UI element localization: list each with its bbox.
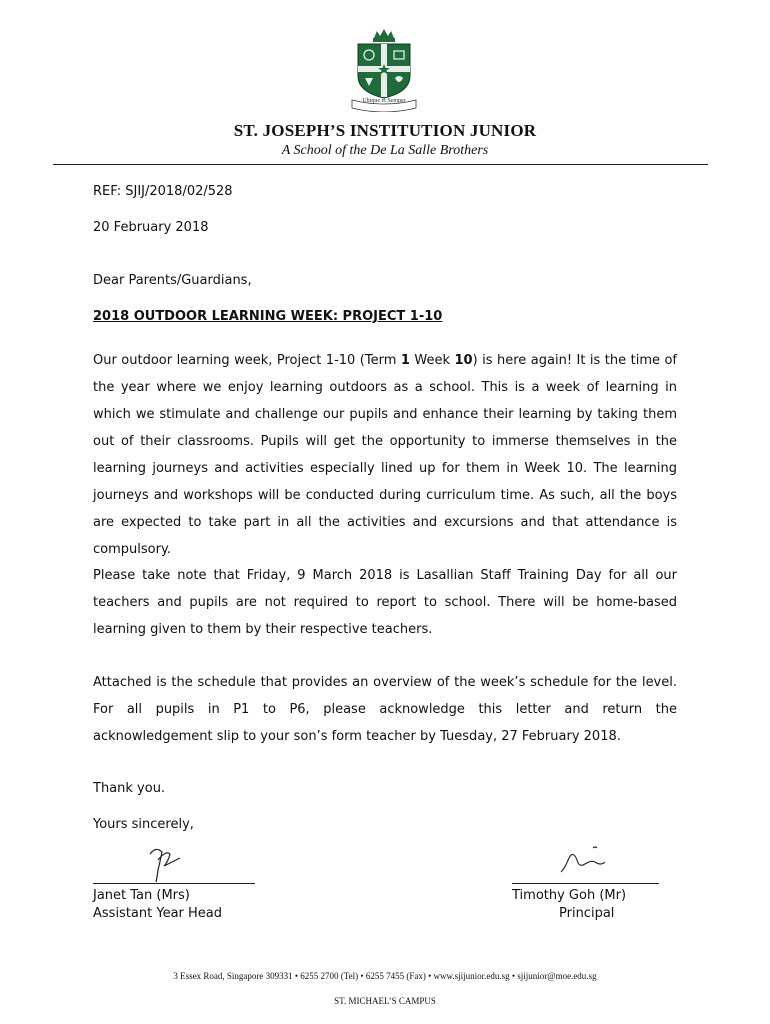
- footer-address: 3 Essex Road, Singapore 309331 • 6255 2700 (Tel) • 6255 7455 (Fax) • www.sjijunior.edu.sg • sjijunior@moe.edu.sg: [173, 971, 597, 981]
- school-name: ST. JOSEPH’S INSTITUTION JUNIOR: [233, 121, 537, 140]
- school-subtitle: A School of the De La Salle Brothers: [281, 143, 489, 158]
- crest-motto: Ubique et Semper: [362, 98, 406, 104]
- closing-line: Yours sincerely,: [93, 817, 194, 832]
- reference-number: REF: SJIJ/2018/02/528: [93, 184, 233, 199]
- salutation: Dear Parents/Guardians,: [93, 273, 252, 288]
- letter-subject: 2018 OUTDOOR LEARNING WEEK: PROJECT 1-10: [93, 309, 443, 324]
- signatory-left-title: Assistant Year Head: [93, 906, 223, 921]
- thank-you-line: Thank you.: [93, 781, 166, 796]
- signature-right: [555, 838, 617, 880]
- paragraph-2: Please take note that Friday, 9 March 2018 is Lasallian Staff Training Day for all our teachers and pupils are not required to report to school. There will be home-based learning given to them by their respective teachers.: [93, 568, 677, 637]
- paragraph-3: Attached is the schedule that provides an overview of the week’s schedule for the level. For all pupils in P1 to P6, please acknowledge this letter and return the acknowledgement slip to your son’s form teacher by Tuesday, 27 February 2018.: [93, 675, 677, 744]
- signatory-left-name: Janet Tan (Mrs): [93, 888, 190, 903]
- header-divider: [53, 164, 708, 165]
- paragraph-1: [93, 347, 677, 563]
- signature-line-right: [512, 883, 659, 884]
- paragraph-1-text-b: Week: [409, 353, 455, 368]
- week-number: 10: [454, 353, 473, 368]
- paragraph-1-text-c: ) is here again! It is the time of the year where we enjoy learning outdoors as a school. This is a week of learning in which we stimulate and challenge our pupils and enhance their learning by taking them out of their classrooms. Pupils will get the opportunity to immerse themselves in the learning journeys and activities especially lined up for them in Week 10. The learning journeys and workshops will be conducted during curriculum time. As such, all the boys are expected to take part in all the activities and excursions and that attendance is compulsory.: [93, 353, 677, 557]
- signature-line-left: [93, 883, 255, 884]
- signatory-right-name: Timothy Goh (Mr): [512, 888, 627, 903]
- letter-date: 20 February 2018: [93, 220, 209, 235]
- footer-campus: ST. MICHAEL’S CAMPUS: [334, 996, 436, 1006]
- signature-left: [140, 840, 190, 884]
- term-number: 1: [400, 353, 410, 368]
- signatory-right-title: Principal: [559, 906, 615, 921]
- paragraph-1-text-a: Our outdoor learning week, Project 1-10 (Term: [93, 353, 401, 368]
